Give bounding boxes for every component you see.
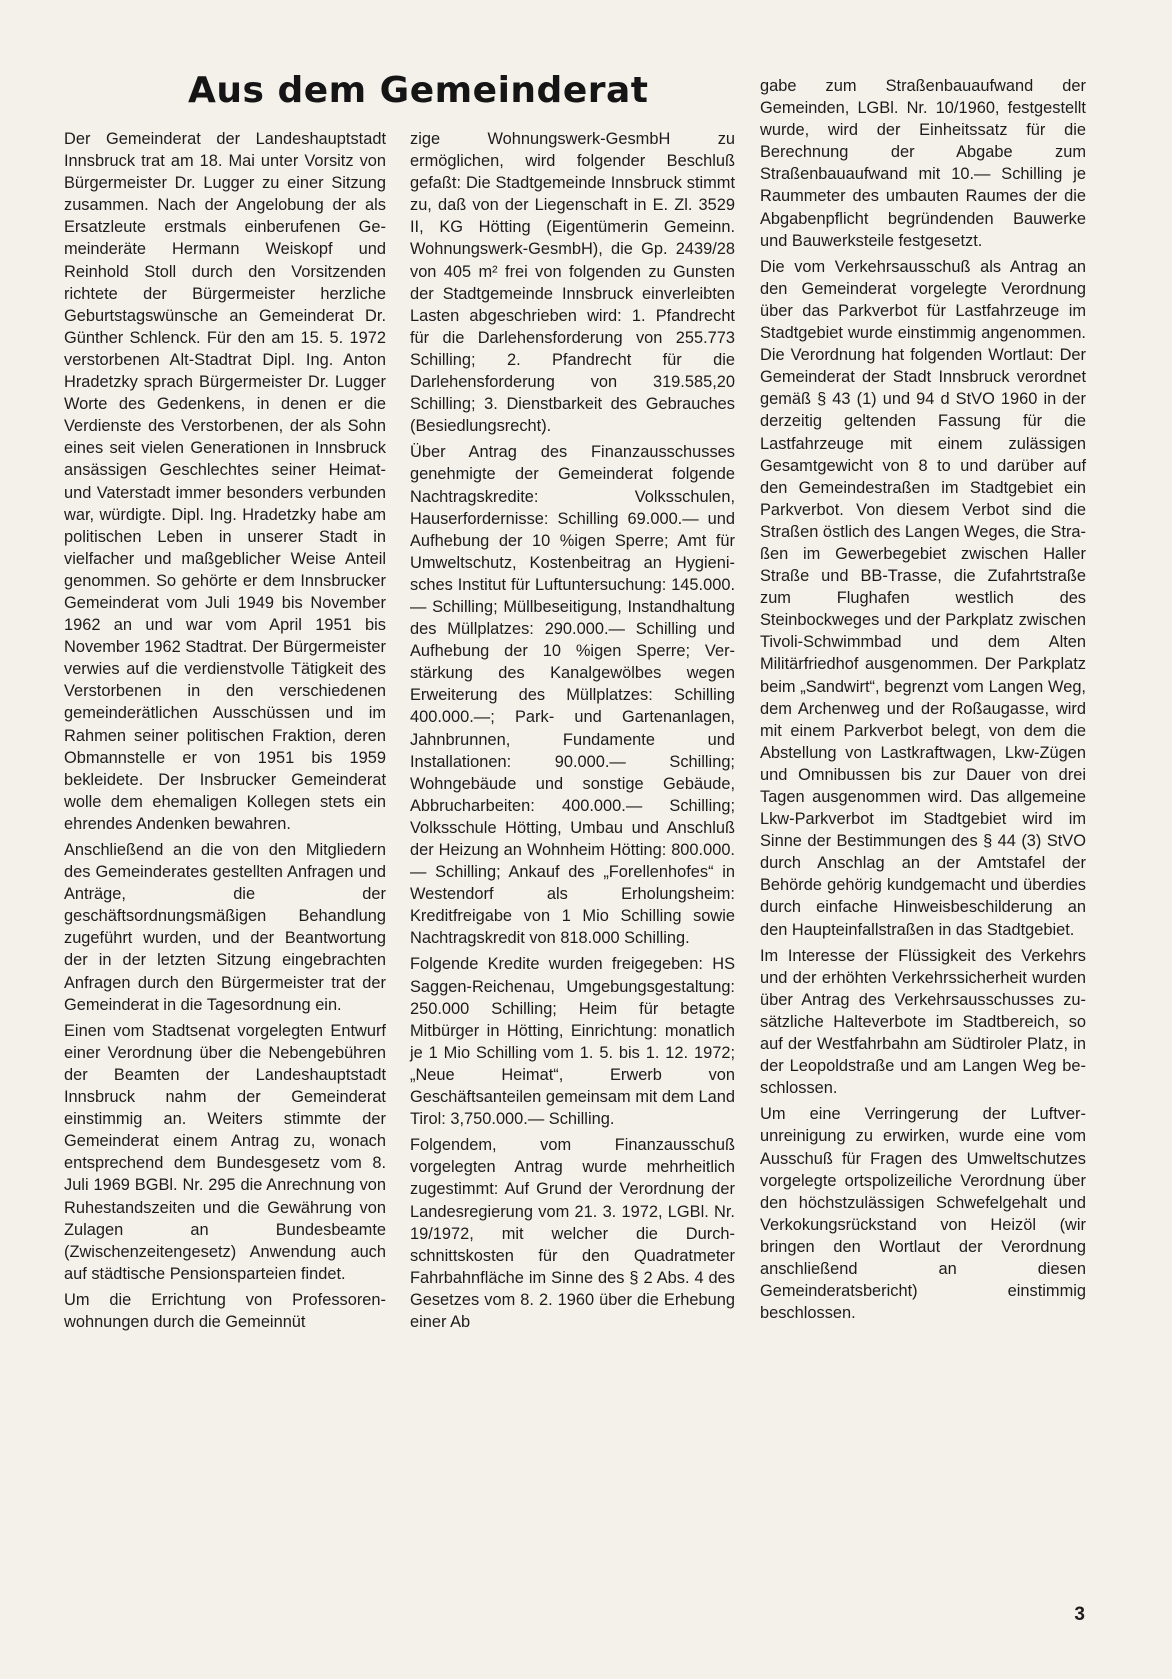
paragraph: Der Gemeinderat der Landeshauptstadt Innsbruck trat am 18. Mai unter Vorsitz von Bürgermeister Dr. Lugger zu einer Sitzung zusammen. Nach der Angelobung der als Ersatzleute erstmals einberufenen Gemeinderäte Hermann Weiskopf und Reinhold Stoll durch den Vorsitzenden richtete der Bürgermeister herzliche Geburtstagswünsche an Gemeinderat Dr. Günther Schlenck. Für den am 15. 5. 1972 verstorbenen Alt-Stadtrat Dipl. Ing. Anton Hradetzky sprach Bürgermeister Dr. Lugger Worte des Gedenkens, in denen er die Verdienste des Verstorbenen, der als Sohn eines seit vielen Generationen in Innsbruck ansässigen Geschlechtes seiner Heimat- und Vaterstadt immer besonders verbunden war, würdigte. Dipl. Ing. Hradetzky habe am politischen Leben in unserer Stadt in vielfacher und maßgeblicher Weise Anteil genommen. So gehörte er dem Innsbrucker Gemeinderat vom Juli 1949 bis November 1962 an und war vom April 1951 bis November 1962 Stadtrat. Der Bürgermeister verwies auf die verdienstvolle Tätigkeit des Verstorbenen in den verschiedenen gemeinderätlichen Ausschüssen und im Rahmen seiner politischen Fraktion, deren Obmannstelle er von 1951 bis 1959 bekleidete. Der Insbrucker Gemeinderat wolle dem ehemaligen Kollegen stets ein ehrendes Andenken bewahren. [64,130,386,833]
paragraph: Die vom Verkehrsausschuß als Antrag an den Gemeinderat vorgelegte Verordnung über das Parkverbot für Lastfahrzeuge im Stadtgebiet wurde einstimmig angenommen. Die Verordnung hat folgenden Wortlaut: Der Gemeinderat der Stadt Innsbruck verordnet gemäß § 43 (1) und 94 d StVO 1960 in der derzeitig geltenden Fassung für die Lastfahrzeuge mit einem zulässigen Gesamtgewicht von 8 to und darüber auf den Gemeindestraßen im Stadtgebiet ein Parkverbot. Von diesem Verbot sind die Straßen östlich des Langen Weges, die Straßen im Gewerbegebiet zwischen Haller Straße und BB-Trasse, die Zufahrtstraße zum Flughafen westlich des Steinbockweges und der Parkplatz zwischen Tivoli-Schwimmbad und dem Alten Militärfriedhof ausgenommen. Der Parkplatz beim „Sandwirt“, begrenzt vom Langen Weg, dem Archenweg und der Roßaugasse, wird mit einem Parkverbot belegt, von dem die Abstellung von Lastkraftwagen, Lkw-Zügen und Omnibussen bis zur Dauer von drei Tagen ausgenommen wird. Das allgemeine Lkw-Parkverbot im Stadtgebiet wird im Sinne der Bestimmungen des § 44 (3) StVO durch Anschlag an der Amtstafel der Behörde gehörig kundgemacht und überdies durch einfache Hinweisbeschilderung an den Haupteinfallstraßen in das Stadtgebiet. [760,257,1086,939]
paragraph: Folgende Kredite wurden freigegeben: HS Saggen-Reichenau, Umgebungsgestaltung: 250.000 Schilling; Heim für betagte Mitbürger in Hötting, Einrichtung: monatlich je 1 Mio Schilling vom 1. 5. bis 1. 12. 1972; „Neue Heimat“, Erwerb von Geschäftsanteilen gemeinsam mit dem Land Tirol: 3,750.000.— Schilling. [410,955,735,1129]
article-column-2 [410,128,735,1337]
paragraph: Folgendem, vom Finanzausschuß vorgelegten Antrag wurde mehrheitlich zugestimmt: Auf Grund der Verordnung der Landesregierung vom 21. 3. 1972, LGBl. Nr. 19/1972, mit welcher die Durchschnittskosten für den Quadratmeter Fahrbahnfläche im Sinne des § 2 Abs. 4 des Gesetzes vom 8. 2. 1960 über die Erhebung einer Ab [410,1136,735,1331]
paragraph: zige Wohnungswerk-GesmbH zu ermöglichen, wird folgender Beschluß gefaßt: Die Stadtgemeinde Innsbruck stimmt zu, daß von der Liegenschaft in E. Zl. 3529 II, KG Hötting (Eigentümerin Gemeinn. Wohnungswerk-GesmbH), die Gp. 2439/28 von 405 m² frei von folgenden zu Gunsten der Stadtgemeinde Innsbruck einverleibten Lasten abgeschrieben wird: 1. Pfandrecht für die Darlehensforderung von 255.773 Schilling; 2. Pfandrecht für die Darlehensforderung von 319.585,20 Schilling; 3. Dienstbarkeit des Gebrauches (Besiedlungsrecht). [410,130,735,436]
page-number: 3 [1074,1604,1085,1625]
paragraph: Um die Errichtung von Professorenwohnungen durch die Gemeinnüt [64,1290,386,1331]
paragraph: Im Interesse der Flüssigkeit des Verkehrs und der erhöhten Verkehrssicherheit wurden über Antrag des Verkehrsausschusses zusätzliche Halteverbote im Stadtbereich, so auf der Westfahrbahn am Südtiroler Platz, in der Leopoldstraße und am Langen Weg beschlossen. [760,946,1086,1098]
article-column-3 [760,75,1086,1328]
page-title: Aus dem Gemeinderat [188,70,649,111]
paragraph: Einen vom Stadtsenat vorgelegten Entwurf einer Verordnung über die Nebengebühren der Beamten der Landeshauptstadt Innsbruck nahm der Gemeinderat einstimmig an. Weiters stimmte der Gemeinderat einem Antrag zu, wonach entsprechend dem Bundesgesetz vom 8. Juli 1969 BGBl. Nr. 295 die Anrechnung von Ruhestandszeiten und die Gewährung von Zulagen an Bundesbeamte (Zwischenzeitengesetz) Anwendung auch auf städtische Pensionsparteien findet. [64,1021,386,1283]
paragraph: Anschließend an die von den Mitgliedern des Gemeinderates gestellten Anfragen und Anträge, die der geschäftsordnungsmäßigen Behandlung zugeführt wurden, und der Beantwortung der in der letzten Sitzung eingebrachten Anfragen durch den Bürgermeister trat der Gemeinderat in die Tagesordnung ein. [64,841,386,1014]
article-column-1 [64,128,386,1337]
paragraph: gabe zum Straßenbauaufwand der Gemeinden, LGBl. Nr. 10/1960, festgestellt wurde, wird der Einheitssatz für die Berechnung der Abgabe zum Straßenbauaufwand mit 10.— Schilling je Raummeter des umbauten Raumes der die Abgabenpflicht begründenden Bauwerke und Bauwerksteile festgesetzt. [760,77,1086,250]
paragraph: Um eine Verringerung der Luftverunreinigung zu erwirken, wurde eine vom Ausschuß für Fragen des Umweltschutzes vorgelegte ortspolizeiliche Verordnung über den höchstzulässigen Schwefelgehalt und Verkokungsrückstand von Heizöl (wir bringen den Wortlaut der Verordnung anschließend an diesen Gemeinderatsbericht) einstimmig beschlossen. [760,1105,1086,1323]
paragraph: Über Antrag des Finanzausschusses genehmigte der Gemeinderat folgende Nachtragskredite: Volksschulen, Hauserfordernisse: Schilling 69.000.— und Aufhebung der 10 %igen Sperre; Amt für Umweltschutz, Kostenbeitrag an Hygienisches Institut für Luftuntersuchung: 145.000.— Schilling; Müllbeseitigung, Instandhaltung des Müllplatzes: 290.000.— Schilling und Aufhebung der 10 %igen Sperre; Verstärkung des Kanalgewölbes wegen Erweiterung des Müllplatzes: Schilling 400.000.—; Park- und Gartenanlagen, Jahnbrunnen, Fundamente und Installationen: 90.000.— Schilling; Wohngebäude und sonstige Gebäude, Abbrucharbeiten: 400.000.— Schilling; Volksschule Hötting, Umbau und Anschluß der Heizung an Wohnheim Hötting: 800.000.— Schilling; Ankauf des „Forellenhofes“ in Westendorf als Erholungsheim: Kreditfreigabe von 1 Mio Schilling sowie Nachtragskredit von 818.000 Schilling. [410,443,735,948]
